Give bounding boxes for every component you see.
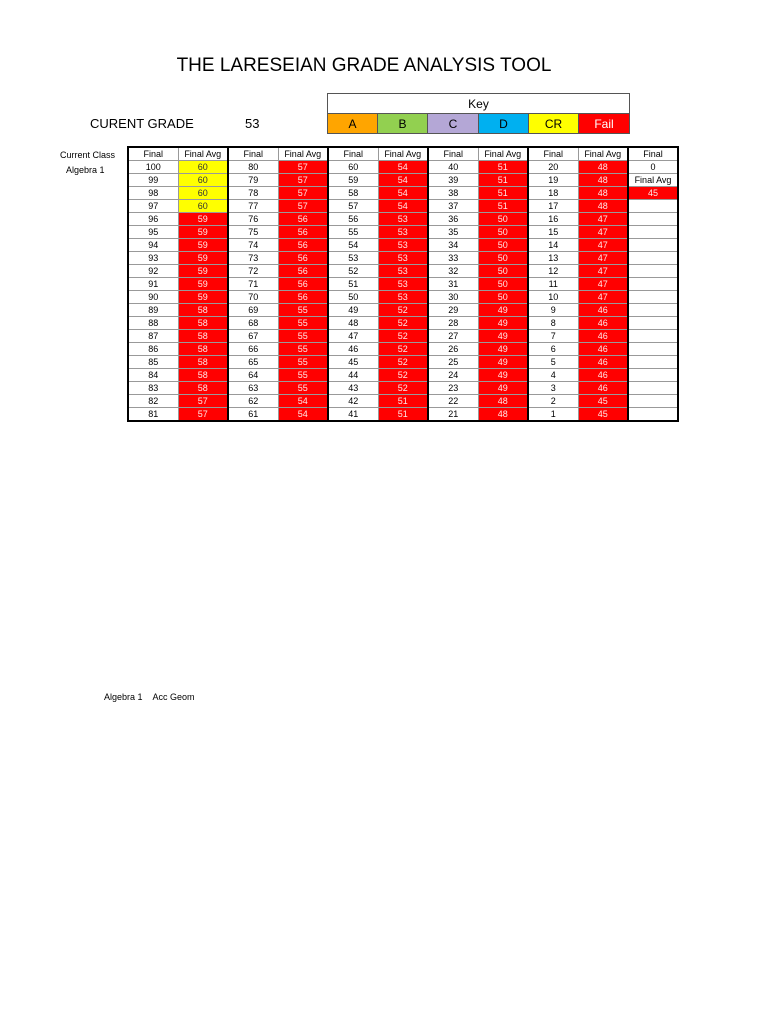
table-row: [128, 369, 678, 382]
final-avg-cell: 52: [378, 382, 428, 395]
final-score-cell: 22: [428, 395, 478, 408]
final-avg-cell: 54: [378, 174, 428, 187]
last-final-avg-value: 45: [628, 187, 678, 200]
final-avg-cell: 53: [378, 226, 428, 239]
table-row: [128, 343, 678, 356]
final-avg-cell: 55: [278, 343, 328, 356]
final-score-cell: 44: [328, 369, 378, 382]
final-avg-cell: 53: [378, 278, 428, 291]
final-avg-cell: 52: [378, 343, 428, 356]
final-avg-cell: 60: [178, 187, 228, 200]
final-score-cell: 66: [228, 343, 278, 356]
final-score-cell: 16: [528, 213, 578, 226]
final-avg-cell: 55: [278, 382, 328, 395]
final-score-cell: 72: [228, 265, 278, 278]
final-score-cell: 9: [528, 304, 578, 317]
final-score-cell: 31: [428, 278, 478, 291]
final-avg-cell: 46: [578, 317, 628, 330]
final-avg-cell: 52: [378, 317, 428, 330]
final-score-cell: 3: [528, 382, 578, 395]
empty-cell: [628, 213, 678, 226]
key-swatch-a: A: [328, 114, 378, 134]
final-avg-cell: 56: [278, 226, 328, 239]
final-score-cell: 34: [428, 239, 478, 252]
final-score-cell: 91: [128, 278, 178, 291]
final-avg-cell: 55: [278, 317, 328, 330]
final-avg-cell: 45: [578, 408, 628, 422]
final-score-cell: 27: [428, 330, 478, 343]
final-score-cell: 80: [228, 161, 278, 174]
final-avg-cell: 51: [478, 161, 528, 174]
empty-cell: [628, 382, 678, 395]
final-avg-cell: 51: [478, 187, 528, 200]
final-avg-cell: 55: [278, 304, 328, 317]
final-avg-cell: 55: [278, 369, 328, 382]
final-score-cell: 56: [328, 213, 378, 226]
final-avg-cell: 56: [278, 278, 328, 291]
final-avg-cell: 49: [478, 304, 528, 317]
empty-cell: [628, 304, 678, 317]
class-name: Algebra 1: [66, 165, 105, 175]
header-final: Final: [528, 147, 578, 161]
final-score-cell: 48: [328, 317, 378, 330]
final-score-cell: 70: [228, 291, 278, 304]
final-score-cell: 28: [428, 317, 478, 330]
table-row: [128, 187, 678, 200]
final-avg-cell: 50: [478, 252, 528, 265]
final-avg-cell: 59: [178, 252, 228, 265]
final-avg-cell: 48: [578, 200, 628, 213]
final-avg-cell: 48: [578, 174, 628, 187]
table-row: [128, 226, 678, 239]
final-avg-cell: 53: [378, 252, 428, 265]
final-avg-cell: 51: [378, 395, 428, 408]
key-swatch-d: D: [479, 114, 529, 134]
final-score-cell: 75: [228, 226, 278, 239]
final-avg-cell: 47: [578, 265, 628, 278]
final-score-cell: 95: [128, 226, 178, 239]
final-avg-cell: 58: [178, 343, 228, 356]
final-avg-cell: 57: [278, 200, 328, 213]
final-score-cell: 76: [228, 213, 278, 226]
final-score-cell: 74: [228, 239, 278, 252]
key-swatches: [328, 114, 630, 134]
header-final-avg: Final Avg: [478, 147, 528, 161]
final-avg-cell: 46: [578, 369, 628, 382]
table-row: [128, 408, 678, 422]
empty-cell: [628, 317, 678, 330]
final-score-cell: 59: [328, 174, 378, 187]
header-final: Final: [128, 147, 178, 161]
final-avg-cell: 51: [478, 200, 528, 213]
final-avg-cell: 49: [478, 317, 528, 330]
final-score-cell: 69: [228, 304, 278, 317]
final-avg-cell: 58: [178, 382, 228, 395]
final-avg-cell: 55: [278, 356, 328, 369]
final-avg-cell: 56: [278, 239, 328, 252]
final-avg-cell: 50: [478, 213, 528, 226]
final-avg-cell: 46: [578, 343, 628, 356]
final-score-cell: 29: [428, 304, 478, 317]
final-avg-cell: 49: [478, 369, 528, 382]
final-score-cell: 93: [128, 252, 178, 265]
final-avg-cell: 55: [278, 330, 328, 343]
table-row: [128, 304, 678, 317]
final-score-cell: 98: [128, 187, 178, 200]
final-score-cell: 39: [428, 174, 478, 187]
current-class-label: Current Class: [60, 150, 116, 160]
header-final: Final: [328, 147, 378, 161]
final-score-cell: 99: [128, 174, 178, 187]
table-row: [128, 317, 678, 330]
final-avg-cell: 52: [378, 330, 428, 343]
final-avg-cell: 58: [178, 304, 228, 317]
final-score-cell: 81: [128, 408, 178, 422]
final-score-cell: 96: [128, 213, 178, 226]
final-avg-cell: 57: [278, 174, 328, 187]
header-final-avg: Final Avg: [178, 147, 228, 161]
final-score-cell: 71: [228, 278, 278, 291]
table-row: [128, 239, 678, 252]
final-score-cell: 33: [428, 252, 478, 265]
empty-cell: [628, 291, 678, 304]
final-score-cell: 5: [528, 356, 578, 369]
final-avg-cell: 50: [478, 239, 528, 252]
final-score-cell: 40: [428, 161, 478, 174]
final-avg-cell: 54: [378, 187, 428, 200]
final-score-cell: 83: [128, 382, 178, 395]
empty-cell: [628, 408, 678, 422]
final-score-cell: 18: [528, 187, 578, 200]
final-avg-cell: 58: [178, 317, 228, 330]
final-score-cell: 4: [528, 369, 578, 382]
final-score-cell: 20: [528, 161, 578, 174]
final-score-cell: 11: [528, 278, 578, 291]
final-score-cell: 13: [528, 252, 578, 265]
final-score-cell: 26: [428, 343, 478, 356]
final-avg-cell: 50: [478, 265, 528, 278]
final-score-cell: 38: [428, 187, 478, 200]
final-score-cell: 86: [128, 343, 178, 356]
final-avg-cell: 56: [278, 213, 328, 226]
final-score-cell: 87: [128, 330, 178, 343]
final-score-cell: 88: [128, 317, 178, 330]
final-avg-cell: 53: [378, 239, 428, 252]
final-score-cell: 63: [228, 382, 278, 395]
table-row: [128, 291, 678, 304]
final-avg-cell: 54: [378, 161, 428, 174]
final-avg-cell: 48: [578, 161, 628, 174]
final-avg-cell: 57: [178, 408, 228, 422]
final-score-cell: 58: [328, 187, 378, 200]
final-avg-cell: 59: [178, 239, 228, 252]
final-avg-cell: 47: [578, 291, 628, 304]
key-swatch-fail: Fail: [579, 114, 630, 134]
final-avg-cell: 56: [278, 265, 328, 278]
final-score-cell: 92: [128, 265, 178, 278]
final-avg-cell: 54: [378, 200, 428, 213]
final-score-cell: 89: [128, 304, 178, 317]
final-score-cell: 51: [328, 278, 378, 291]
final-score-cell: 24: [428, 369, 478, 382]
final-score-cell: 49: [328, 304, 378, 317]
final-score-cell: 57: [328, 200, 378, 213]
final-score-cell: 2: [528, 395, 578, 408]
final-avg-cell: 57: [278, 187, 328, 200]
final-score-cell: 50: [328, 291, 378, 304]
header-row: [128, 147, 678, 161]
final-avg-cell: 53: [378, 265, 428, 278]
final-avg-cell: 52: [378, 356, 428, 369]
final-avg-cell: 60: [178, 174, 228, 187]
footer-class-geometry: Acc Geom: [152, 692, 195, 702]
table-row: [128, 213, 678, 226]
final-score-cell: 42: [328, 395, 378, 408]
key-title: Key: [328, 94, 630, 114]
table-row: [128, 200, 678, 213]
final-score-cell: 7: [528, 330, 578, 343]
final-score-cell: 100: [128, 161, 178, 174]
final-avg-cell: 47: [578, 226, 628, 239]
final-avg-cell: 56: [278, 291, 328, 304]
final-avg-cell: 59: [178, 226, 228, 239]
final-score-cell: 67: [228, 330, 278, 343]
final-score-cell: 46: [328, 343, 378, 356]
table-row: [128, 330, 678, 343]
final-avg-cell: 59: [178, 213, 228, 226]
final-score-cell: 79: [228, 174, 278, 187]
empty-cell: [628, 226, 678, 239]
final-avg-cell: 59: [178, 265, 228, 278]
final-avg-cell: 49: [478, 382, 528, 395]
final-avg-cell: 57: [178, 395, 228, 408]
final-avg-cell: 60: [178, 161, 228, 174]
final-score-cell: 17: [528, 200, 578, 213]
table-row: [128, 174, 678, 187]
final-avg-cell: 49: [478, 330, 528, 343]
table-row: [128, 382, 678, 395]
final-score-cell: 68: [228, 317, 278, 330]
final-score-cell: 15: [528, 226, 578, 239]
empty-cell: [628, 356, 678, 369]
final-avg-cell: 50: [478, 226, 528, 239]
final-score-cell: 1: [528, 408, 578, 422]
final-avg-cell: 59: [178, 291, 228, 304]
final-score-cell: 10: [528, 291, 578, 304]
final-avg-cell: 46: [578, 304, 628, 317]
header-final: Final: [228, 147, 278, 161]
final-score-cell: 61: [228, 408, 278, 422]
empty-cell: [628, 200, 678, 213]
final-avg-cell: 58: [178, 330, 228, 343]
final-score-cell: 55: [328, 226, 378, 239]
final-avg-cell: 57: [278, 161, 328, 174]
final-score-cell: 43: [328, 382, 378, 395]
header-final-avg: Final Avg: [378, 147, 428, 161]
final-avg-cell: 48: [478, 408, 528, 422]
empty-cell: [628, 239, 678, 252]
grade-table: [127, 146, 679, 422]
final-avg-cell: 45: [578, 395, 628, 408]
grade-key: [327, 93, 630, 134]
header-final: Final: [628, 147, 678, 161]
final-avg-cell: 47: [578, 252, 628, 265]
final-avg-cell: 47: [578, 278, 628, 291]
final-score-cell: 97: [128, 200, 178, 213]
final-score-cell: 36: [428, 213, 478, 226]
key-swatch-c: C: [428, 114, 479, 134]
final-avg-cell: 52: [378, 304, 428, 317]
final-avg-cell: 46: [578, 330, 628, 343]
final-score-cell: 47: [328, 330, 378, 343]
final-avg-cell: 51: [378, 408, 428, 422]
final-score-cell: 21: [428, 408, 478, 422]
final-score-cell: 12: [528, 265, 578, 278]
final-score-cell: 65: [228, 356, 278, 369]
final-score-cell: 53: [328, 252, 378, 265]
final-avg-cell: 53: [378, 213, 428, 226]
final-score-cell: 73: [228, 252, 278, 265]
final-avg-cell: 56: [278, 252, 328, 265]
final-score-cell: 30: [428, 291, 478, 304]
final-score-cell: 78: [228, 187, 278, 200]
final-avg-cell: 60: [178, 200, 228, 213]
final-avg-cell: 51: [478, 174, 528, 187]
final-avg-cell: 46: [578, 382, 628, 395]
key-swatch-b: B: [378, 114, 428, 134]
final-score-cell: 82: [128, 395, 178, 408]
final-avg-cell: 50: [478, 278, 528, 291]
final-score-cell: 8: [528, 317, 578, 330]
final-score-cell: 14: [528, 239, 578, 252]
empty-cell: [628, 395, 678, 408]
final-score-cell: 35: [428, 226, 478, 239]
final-avg-cell: 49: [478, 343, 528, 356]
final-avg-cell: 54: [278, 408, 328, 422]
header-final-avg: Final Avg: [578, 147, 628, 161]
key-swatch-cr: CR: [529, 114, 579, 134]
final-score-cell: 60: [328, 161, 378, 174]
final-score-cell: 77: [228, 200, 278, 213]
final-avg-cell: 50: [478, 291, 528, 304]
final-score-cell: 37: [428, 200, 478, 213]
last-final-cell: 0: [628, 161, 678, 174]
final-avg-cell: 53: [378, 291, 428, 304]
final-score-cell: 54: [328, 239, 378, 252]
final-avg-cell: 47: [578, 213, 628, 226]
page-title: THE LARESEIAN GRADE ANALYSIS TOOL: [176, 55, 552, 76]
final-avg-cell: 49: [478, 356, 528, 369]
empty-cell: [628, 265, 678, 278]
final-score-cell: 52: [328, 265, 378, 278]
final-avg-cell: 48: [478, 395, 528, 408]
table-row: [128, 395, 678, 408]
footer-class-list: [104, 692, 203, 702]
final-score-cell: 19: [528, 174, 578, 187]
table-row: [128, 278, 678, 291]
final-score-cell: 25: [428, 356, 478, 369]
final-avg-cell: 47: [578, 239, 628, 252]
final-avg-cell: 46: [578, 356, 628, 369]
final-avg-cell: 58: [178, 369, 228, 382]
final-score-cell: 84: [128, 369, 178, 382]
final-score-cell: 90: [128, 291, 178, 304]
final-score-cell: 6: [528, 343, 578, 356]
last-final-avg-label: Final Avg: [628, 174, 678, 187]
empty-cell: [628, 343, 678, 356]
current-grade-label: CURENT GRADE: [90, 116, 194, 131]
final-score-cell: 41: [328, 408, 378, 422]
final-score-cell: 32: [428, 265, 478, 278]
table-row: [128, 356, 678, 369]
empty-cell: [628, 369, 678, 382]
final-avg-cell: 54: [278, 395, 328, 408]
empty-cell: [628, 252, 678, 265]
final-avg-cell: 58: [178, 356, 228, 369]
table-row: [128, 161, 678, 174]
footer-class-algebra: Algebra 1: [104, 692, 143, 702]
table-row: [128, 252, 678, 265]
empty-cell: [628, 278, 678, 291]
empty-cell: [628, 330, 678, 343]
final-score-cell: 45: [328, 356, 378, 369]
final-score-cell: 23: [428, 382, 478, 395]
final-score-cell: 94: [128, 239, 178, 252]
header-final-avg: Final Avg: [278, 147, 328, 161]
current-grade-value: 53: [245, 116, 260, 131]
final-score-cell: 85: [128, 356, 178, 369]
final-score-cell: 64: [228, 369, 278, 382]
final-avg-cell: 48: [578, 187, 628, 200]
final-score-cell: 62: [228, 395, 278, 408]
header-final: Final: [428, 147, 478, 161]
final-avg-cell: 59: [178, 278, 228, 291]
final-avg-cell: 52: [378, 369, 428, 382]
table-row: [128, 265, 678, 278]
